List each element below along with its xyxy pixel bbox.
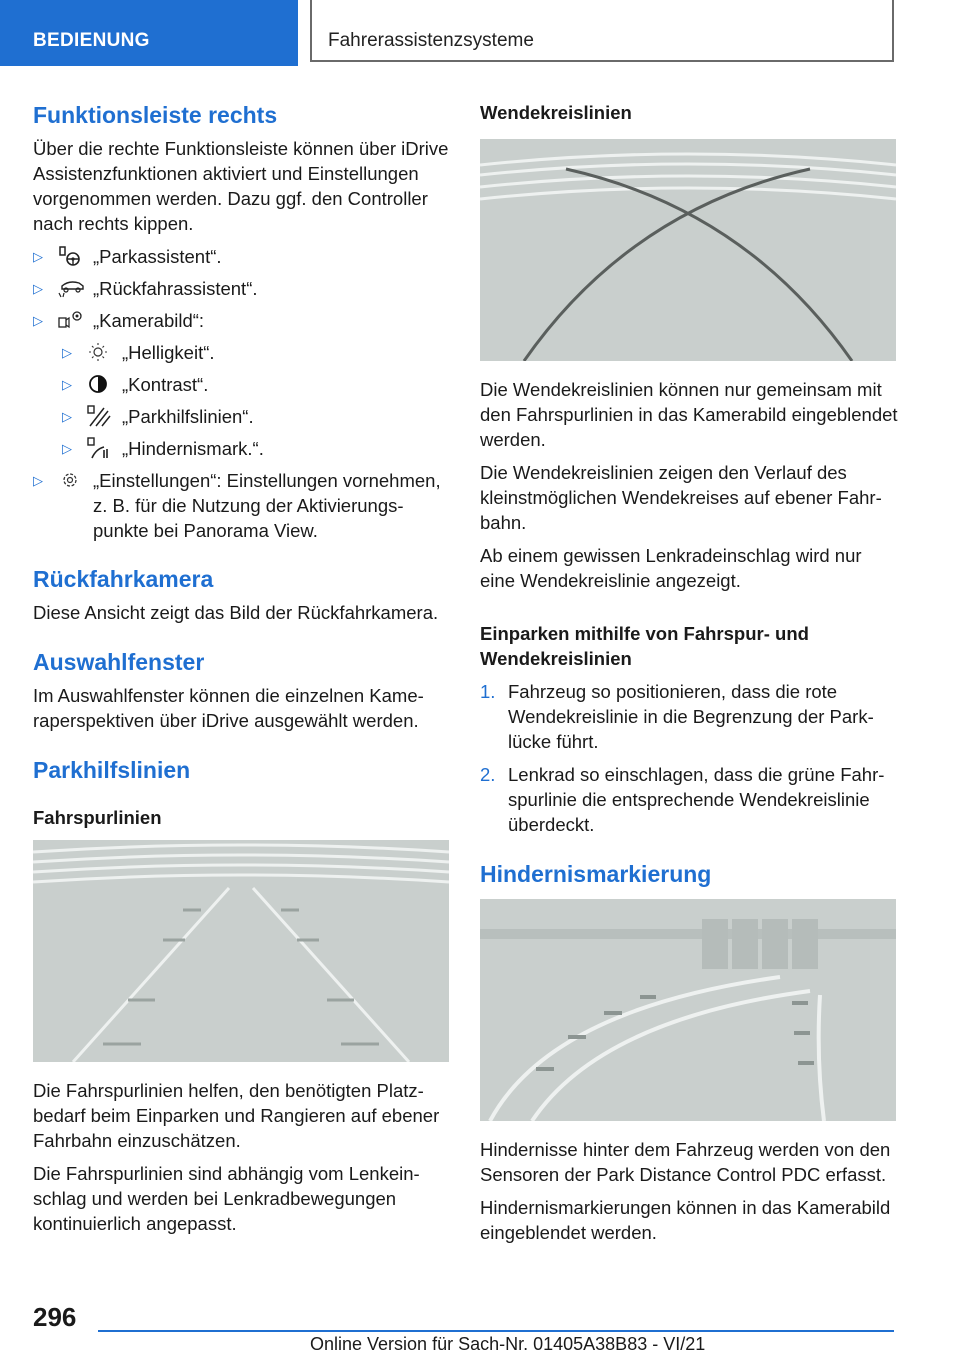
heading-funktionsleiste: Funktionsleiste rechts <box>33 102 278 128</box>
reversing-assistant-icon <box>57 277 85 299</box>
heading-fahrspurlinien: Fahrspurlinien <box>33 807 162 828</box>
paragraph-hindernismarkierung-2: Hindernismarkierungen können in das Kamerabild eingeblendet werden. <box>480 1197 891 1243</box>
page-number: 296 <box>33 1302 77 1332</box>
bullet-triangle-icon: ▷ <box>62 345 72 360</box>
heading-auswahlfenster: Auswahlfenster <box>33 649 205 675</box>
bullet-text: „Rückfahrassistent“. <box>93 278 258 299</box>
chapter-title: Fahrerassistenzsysteme <box>310 0 894 62</box>
sub-bullet-text: „Helligkeit“. <box>122 342 215 363</box>
step-number: 1. <box>480 681 496 702</box>
step-2 <box>480 762 898 837</box>
bullet-triangle-icon: ▷ <box>33 313 43 328</box>
bullet-triangle-icon: ▷ <box>62 377 72 392</box>
paragraph-hindernismarkierung-1: Hindernisse hinter dem Fahrzeug werden von den Sensoren der Park Distance Control PDC erfasst. <box>480 1139 891 1185</box>
left-column <box>33 100 451 1244</box>
paragraph-fahrspurlinien-1: Die Fahrspurlinien helfen, den benötigten Platzbedarf beim Einparken und Rangieren auf ebener Fahrbahn einzuschätzen. <box>33 1080 440 1151</box>
sub-bullet-hindernismark <box>33 436 451 461</box>
section-tab: BEDIENUNG <box>0 0 298 66</box>
paragraph-funktionsleiste: Über die rechte Funktionsleiste können über iDrive Assistenzfunktionen aktiviert und Einstellungen vorgenommen werden. Dazu ggf. den Controller nach rechts kippen. <box>33 138 449 234</box>
sub-bullet-parkhilfslinien <box>33 404 451 429</box>
figure-fahrspurlinien <box>33 840 449 1062</box>
parking-lines-icon <box>86 405 114 427</box>
sub-bullet-kontrast <box>33 372 451 397</box>
paragraph-rueckfahrkamera: Diese Ansicht zeigt das Bild der Rückfahrkamera. <box>33 602 439 623</box>
sub-bullet-text: „Kontrast“. <box>122 374 209 395</box>
sub-bullet-text: „Parkhilfslinien“. <box>122 406 254 427</box>
brightness-icon <box>86 341 114 363</box>
bullet-text: „Parkassistent“. <box>93 246 222 267</box>
footer-divider <box>98 1330 894 1332</box>
right-column <box>480 100 898 1253</box>
bullet-text: „Kamerabild“: <box>93 310 205 331</box>
figure-hindernismarkierung <box>480 899 896 1121</box>
heading-einparken: Einparken mithilfe von Fahrspur- und Wendekreislinien <box>480 623 809 669</box>
heading-hindernismarkierung: Hindernismarkierung <box>480 861 712 887</box>
bullet-rueckfahrassistent <box>33 276 451 301</box>
paragraph-wendekreislinien-1: Die Wendekreislinien können nur gemeinsam mit den Fahrspurlinien in das Kamerabild eingeblendet werden. <box>480 379 898 450</box>
paragraph-wendekreislinien-2: Die Wendekreislinien zeigen den Verlauf des kleinstmöglichen Wendekreises auf ebener Fahrbahn. <box>480 462 882 533</box>
contrast-icon <box>86 373 114 395</box>
step-1 <box>480 679 898 754</box>
paragraph-fahrspurlinien-2: Die Fahrspurlinien sind abhängig vom Lenkeinschlag und werden bei Lenkradbewegungen kontinuierlich angepasst. <box>33 1163 420 1234</box>
bullet-triangle-icon: ▷ <box>62 441 72 456</box>
bullet-einstellungen <box>33 468 451 543</box>
obstacle-marking-icon <box>86 437 114 459</box>
figure-wendekreislinien <box>480 139 896 361</box>
bullet-text: „Einstellungen“: Einstellungen vornehmen, z. B. für die Nutzung der Aktivierungspunkte bei Panorama View. <box>93 470 441 541</box>
step-number: 2. <box>480 764 496 785</box>
page-header <box>0 0 960 66</box>
bullet-triangle-icon: ▷ <box>33 473 43 488</box>
bullet-triangle-icon: ▷ <box>62 409 72 424</box>
heading-wendekreislinien: Wendekreislinien <box>480 102 632 123</box>
parking-assistant-icon <box>57 245 85 267</box>
camera-view-icon <box>57 309 85 331</box>
step-text: Lenkrad so einschlagen, dass die grüne Fahrspurlinie die entsprechende Wendekreislinie überdeckt. <box>508 764 885 835</box>
paragraph-auswahlfenster: Im Auswahlfenster können die einzelnen Kameraperspektiven über iDrive ausgewählt werden. <box>33 685 424 731</box>
settings-gear-icon <box>57 469 85 491</box>
bullet-kamerabild <box>33 308 451 333</box>
heading-rueckfahrkamera: Rückfahrkamera <box>33 566 214 592</box>
heading-parkhilfslinien: Parkhilfslinien <box>33 757 191 783</box>
bullet-triangle-icon: ▷ <box>33 249 43 264</box>
sub-bullet-text: „Hindernismark.“. <box>122 438 264 459</box>
paragraph-wendekreislinien-3: Ab einem gewissen Lenkradeinschlag wird nur eine Wendekreislinie angezeigt. <box>480 545 862 591</box>
sub-bullet-helligkeit <box>33 340 451 365</box>
bullet-parkassistent <box>33 244 451 269</box>
footer-version-text: Online Version für Sach-Nr. 01405A38B83 - VI/21 <box>310 1334 706 1354</box>
step-text: Fahrzeug so positionieren, dass die rote Wendekreislinie in die Begrenzung der Parklücke führt. <box>508 681 874 752</box>
bullet-triangle-icon: ▷ <box>33 281 43 296</box>
